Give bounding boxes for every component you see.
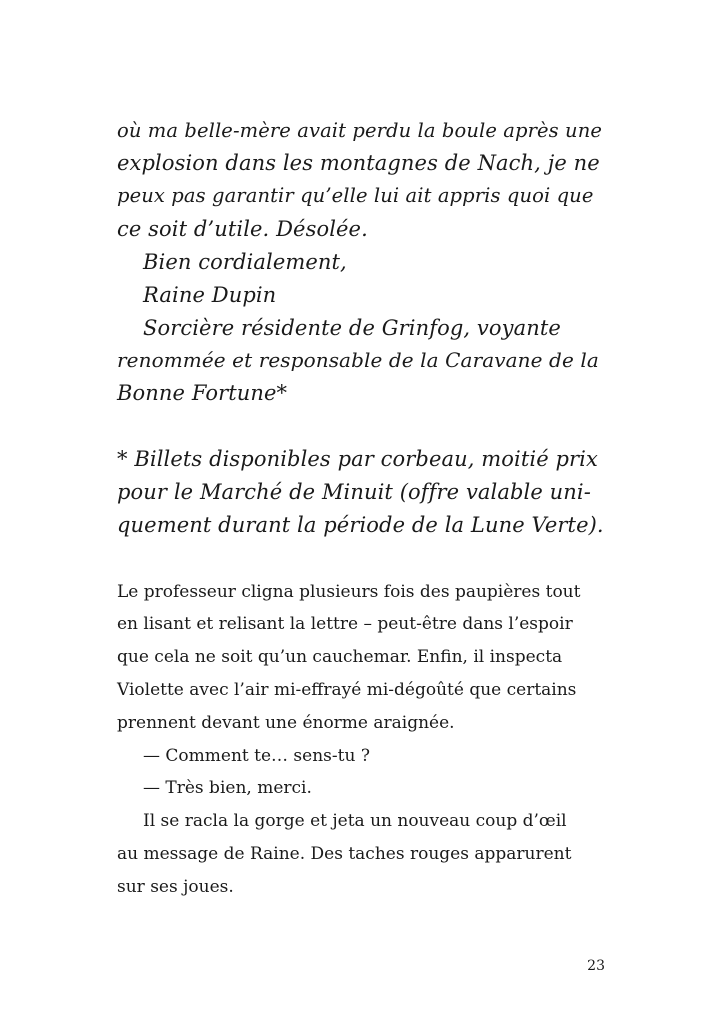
letter-line: renommée et responsable de la Caravane de la — [117, 348, 599, 372]
paragraph-line: en lisant et relisant la lettre – peut-être dans l’espoir — [117, 614, 573, 634]
page-number: 23 — [587, 958, 605, 974]
letter-closing: Bien cordialement, — [143, 250, 347, 274]
paragraph-line: au message de Raine. Des taches rouges apparurent — [117, 844, 572, 864]
letter-signature: Raine Dupin — [143, 283, 277, 307]
letter-line: explosion dans les montagnes de Nach, je ne — [117, 151, 600, 175]
letter-line: ce soit d’utile. Désolée. — [117, 217, 368, 241]
paragraph-line: Le professeur cligna plusieurs fois des paupières tout — [117, 582, 581, 602]
footnote-line: quement durant la période de la Lune Verte). — [117, 513, 604, 537]
letter-line: Sorcière résidente de Grinfog, voyante — [143, 316, 561, 340]
letter-line: peux pas garantir qu’elle lui ait appris quoi que — [117, 184, 594, 207]
footnote-line: * Billets disponibles par corbeau, moitié prix — [117, 447, 598, 471]
paragraph-line: sur ses joues. — [117, 877, 234, 897]
paragraph-line: Il se racla la gorge et jeta un nouveau coup d’œil — [143, 811, 567, 831]
dialogue-line: — Comment te… sens-tu ? — [143, 746, 370, 766]
letter-line: Bonne Fortune* — [117, 381, 288, 405]
paragraph-line: prennent devant une énorme araignée. — [117, 713, 455, 733]
dialogue-line: — Très bien, merci. — [143, 778, 312, 798]
footnote-line: pour le Marché de Minuit (offre valable uni- — [117, 480, 591, 504]
paragraph-line: que cela ne soit qu’un cauchemar. Enfin, il inspecta — [117, 647, 563, 667]
paragraph-line: Violette avec l’air mi-effrayé mi-dégoûté que certains — [117, 680, 577, 700]
letter-line: où ma belle-mère avait perdu la boule après une — [117, 119, 603, 142]
